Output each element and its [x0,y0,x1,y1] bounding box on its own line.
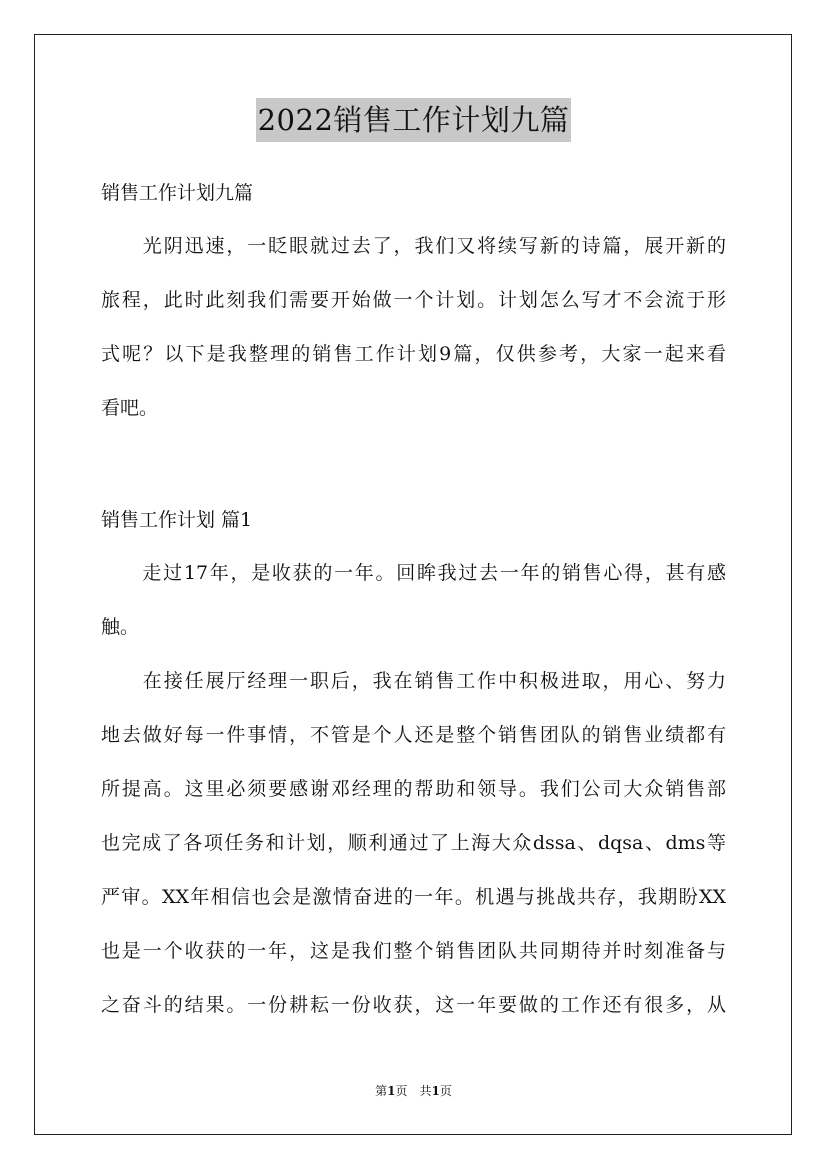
paragraph-line: 所提高。这里必须要感谢邓经理的帮助和领导。我们公司大众销售部 [101,778,726,800]
document-subtitle: 销售工作计划九篇 [101,182,254,204]
footer-page-suffix: 页 [439,1084,452,1098]
document-title: 2022销售工作计划九篇 [256,98,572,142]
footer-page-prefix: 第 [375,1084,388,1098]
footer-page-total: 1 [431,1084,440,1098]
section-heading: 销售工作计划 篇1 [101,509,253,531]
paragraph-line: 也是一个收获的一年，这是我们整个销售团队共同期待并时刻准备与 [101,940,726,962]
title-container [0,98,827,142]
footer-page-current: 1 [387,1084,396,1098]
paragraph-line: 之奋斗的结果。一份耕耘一份收获，这一年要做的工作还有很多，从 [101,994,726,1016]
paragraph-line: 触。 [101,616,140,638]
paragraph-line: 旅程，此时此刻我们需要开始做一个计划。计划怎么写才不会流于形 [101,289,726,311]
paragraph-line: 也完成了各项任务和计划，顺利通过了上海大众dssa、dqsa、dms等 [101,832,726,854]
paragraph-line: 走过17年，是收获的一年。回眸我过去一年的销售心得，甚有感 [101,562,726,584]
paragraph-line: 严审。XX年相信也会是激情奋进的一年。机遇与挑战共存，我期盼XX [101,886,726,908]
paragraph-line: 地去做好每一件事情，不管是个人还是整个销售团队的销售业绩都有 [101,724,726,746]
footer-page-mid: 页 共 [395,1084,432,1098]
page-footer [0,1083,827,1099]
paragraph-line: 式呢？以下是我整理的销售工作计划9篇，仅供参考，大家一起来看 [101,343,726,365]
paragraph-line: 光阴迅速，一眨眼就过去了，我们又将续写新的诗篇，展开新的 [101,235,726,257]
paragraph-line: 在接任展厅经理一职后，我在销售工作中积极进取，用心、努力 [101,670,726,692]
paragraph-line: 看吧。 [101,397,159,419]
